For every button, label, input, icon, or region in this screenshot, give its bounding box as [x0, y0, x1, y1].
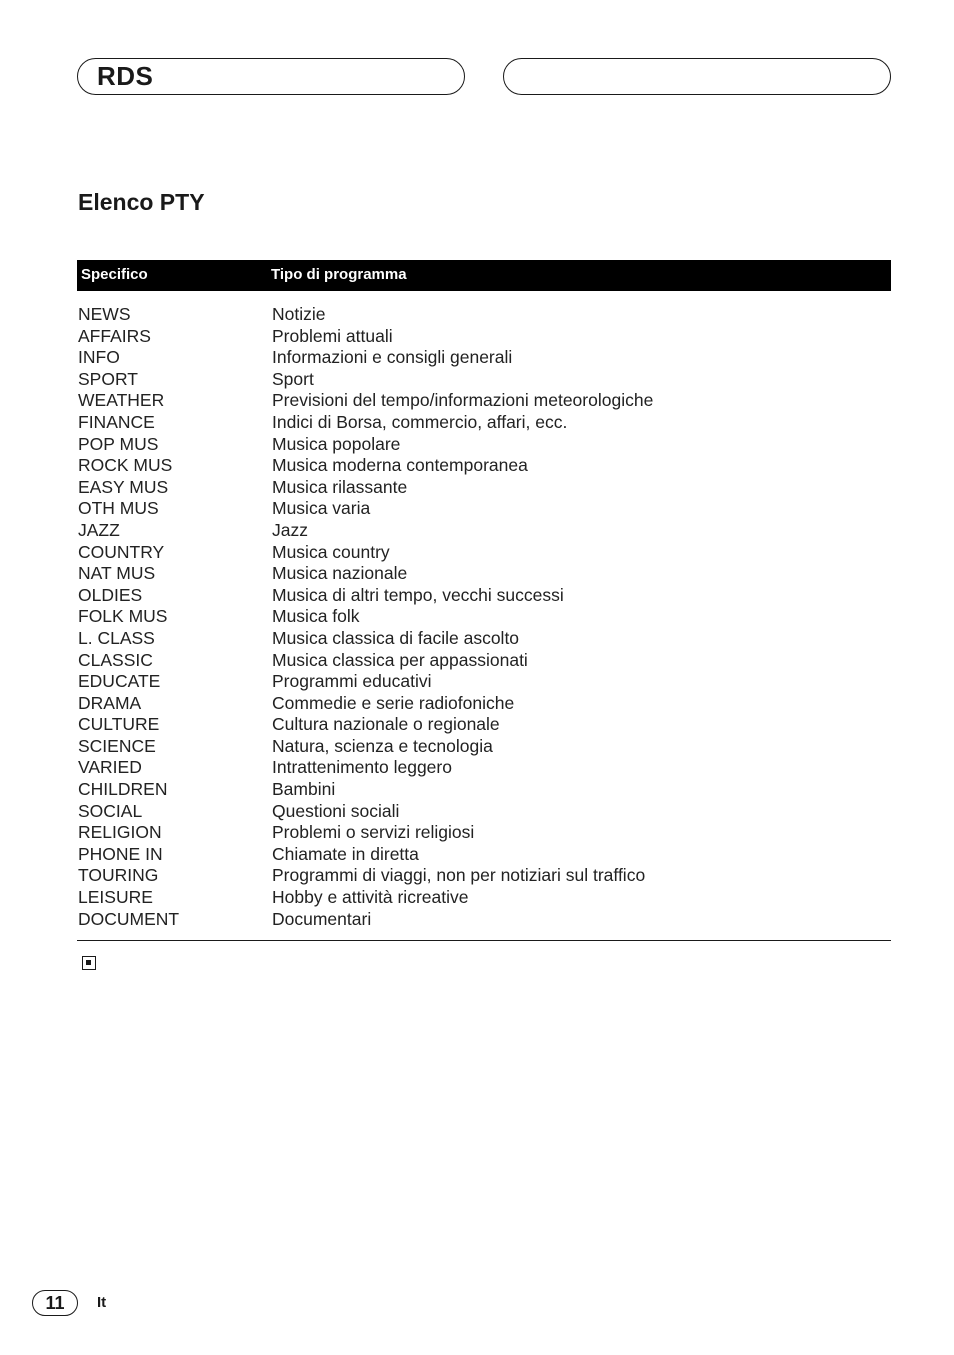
- programme-type: Indici di Borsa, commercio, affari, ecc.: [272, 411, 568, 432]
- pty-code: COUNTRY: [78, 541, 165, 562]
- pty-code: ROCK MUS: [78, 455, 173, 476]
- table-row: [77, 585, 891, 607]
- programme-type: Cultura nazionale o regionale: [272, 714, 500, 735]
- table-row: [77, 844, 891, 866]
- table-row: [77, 736, 891, 758]
- pty-code: SPORT: [78, 368, 138, 389]
- column-header-specifico: Specifico: [81, 266, 148, 283]
- table-row: [77, 477, 891, 499]
- programme-type: Bambini: [272, 779, 336, 800]
- programme-type: Documentari: [272, 908, 372, 929]
- programme-type: Musica rilassante: [272, 476, 408, 497]
- table-row: [77, 369, 891, 391]
- pty-code: DOCUMENT: [78, 908, 180, 929]
- table-bottom-rule: [77, 940, 891, 941]
- programme-type: Musica moderna contemporanea: [272, 455, 528, 476]
- programme-type: Notizie: [272, 304, 326, 324]
- programme-type: Commedie e serie radiofoniche: [272, 692, 515, 713]
- pty-table-body: [77, 304, 891, 930]
- pty-code: WEATHER: [78, 390, 165, 411]
- pty-code: PHONE IN: [78, 843, 163, 864]
- table-row: [77, 779, 891, 801]
- table-row: [77, 628, 891, 650]
- table-row: [77, 498, 891, 520]
- pty-code: VARIED: [78, 757, 142, 778]
- pty-code: AFFAIRS: [78, 325, 151, 346]
- table-row: [77, 542, 891, 564]
- table-row: [77, 390, 891, 412]
- programme-type: Informazioni e consigli generali: [272, 347, 513, 368]
- pty-code: SOCIAL: [78, 800, 143, 821]
- pty-code: TOURING: [78, 865, 159, 886]
- programme-type: Jazz: [272, 519, 308, 540]
- column-header-tipo-di-programma: Tipo di programma: [271, 266, 407, 283]
- table-row: [77, 326, 891, 348]
- table-row: [77, 671, 891, 693]
- table-row: [77, 455, 891, 477]
- table-row: [77, 304, 891, 326]
- table-row: [77, 822, 891, 844]
- programme-type: Musica folk: [272, 606, 360, 627]
- section-tab-empty: [503, 58, 891, 95]
- pty-code: RELIGION: [78, 822, 162, 843]
- pty-code: POP MUS: [78, 433, 159, 454]
- pty-code: OLDIES: [78, 584, 143, 605]
- table-row: [77, 520, 891, 542]
- pty-code: EASY MUS: [78, 476, 169, 497]
- page-number: 11: [32, 1290, 78, 1316]
- pty-code: FOLK MUS: [78, 606, 168, 627]
- table-row: [77, 650, 891, 672]
- programme-type: Intrattenimento leggero: [272, 757, 452, 778]
- programme-type: Questioni sociali: [272, 800, 400, 821]
- page-heading: Elenco PTY: [78, 189, 205, 215]
- section-title: RDS: [97, 61, 154, 91]
- pty-code: NAT MUS: [78, 563, 156, 584]
- table-row: [77, 606, 891, 628]
- pty-code: CHILDREN: [78, 779, 168, 800]
- pty-code: EDUCATE: [78, 671, 161, 692]
- table-row: [77, 801, 891, 823]
- pty-code: CLASSIC: [78, 649, 153, 670]
- programme-type: Musica nazionale: [272, 563, 408, 584]
- end-of-section-square-icon: [82, 956, 96, 970]
- pty-code: FINANCE: [78, 411, 155, 432]
- pty-code: LEISURE: [78, 887, 153, 908]
- programme-type: Programmi educativi: [272, 671, 432, 692]
- programme-type: Musica popolare: [272, 433, 401, 454]
- programme-type: Musica di altri tempo, vecchi successi: [272, 584, 564, 605]
- programme-type: Hobby e attività ricreative: [272, 887, 469, 908]
- pty-code: NEWS: [78, 304, 131, 324]
- table-row: [77, 434, 891, 456]
- pty-code: DRAMA: [78, 692, 142, 713]
- programme-type: Musica country: [272, 541, 390, 562]
- table-row: [77, 693, 891, 715]
- programme-type: Previsioni del tempo/informazioni meteorologiche: [272, 390, 654, 411]
- pty-code: INFO: [78, 347, 120, 368]
- programme-type: Musica varia: [272, 498, 371, 519]
- pty-code: L. CLASS: [78, 627, 155, 648]
- table-row: [77, 714, 891, 736]
- table-row: [77, 909, 891, 931]
- table-row: [77, 757, 891, 779]
- language-code: It: [97, 1294, 107, 1311]
- table-header: [77, 260, 891, 291]
- pty-code: SCIENCE: [78, 735, 156, 756]
- pty-code: CULTURE: [78, 714, 160, 735]
- programme-type: Musica classica di facile ascolto: [272, 627, 520, 648]
- table-row: [77, 412, 891, 434]
- programme-type: Problemi attuali: [272, 325, 393, 346]
- programme-type: Programmi di viaggi, non per notiziari sul traffico: [272, 865, 646, 886]
- programme-type: Musica classica per appassionati: [272, 649, 528, 670]
- table-row: [77, 347, 891, 369]
- programme-type: Problemi o servizi religiosi: [272, 822, 475, 843]
- programme-type: Natura, scienza e tecnologia: [272, 735, 493, 756]
- pty-code: JAZZ: [78, 519, 120, 540]
- table-row: [77, 865, 891, 887]
- table-row: [77, 887, 891, 909]
- programme-type: Sport: [272, 368, 314, 389]
- table-row: [77, 563, 891, 585]
- programme-type: Chiamate in diretta: [272, 843, 419, 864]
- pty-code: OTH MUS: [78, 498, 159, 519]
- section-tab-rds: [77, 58, 465, 95]
